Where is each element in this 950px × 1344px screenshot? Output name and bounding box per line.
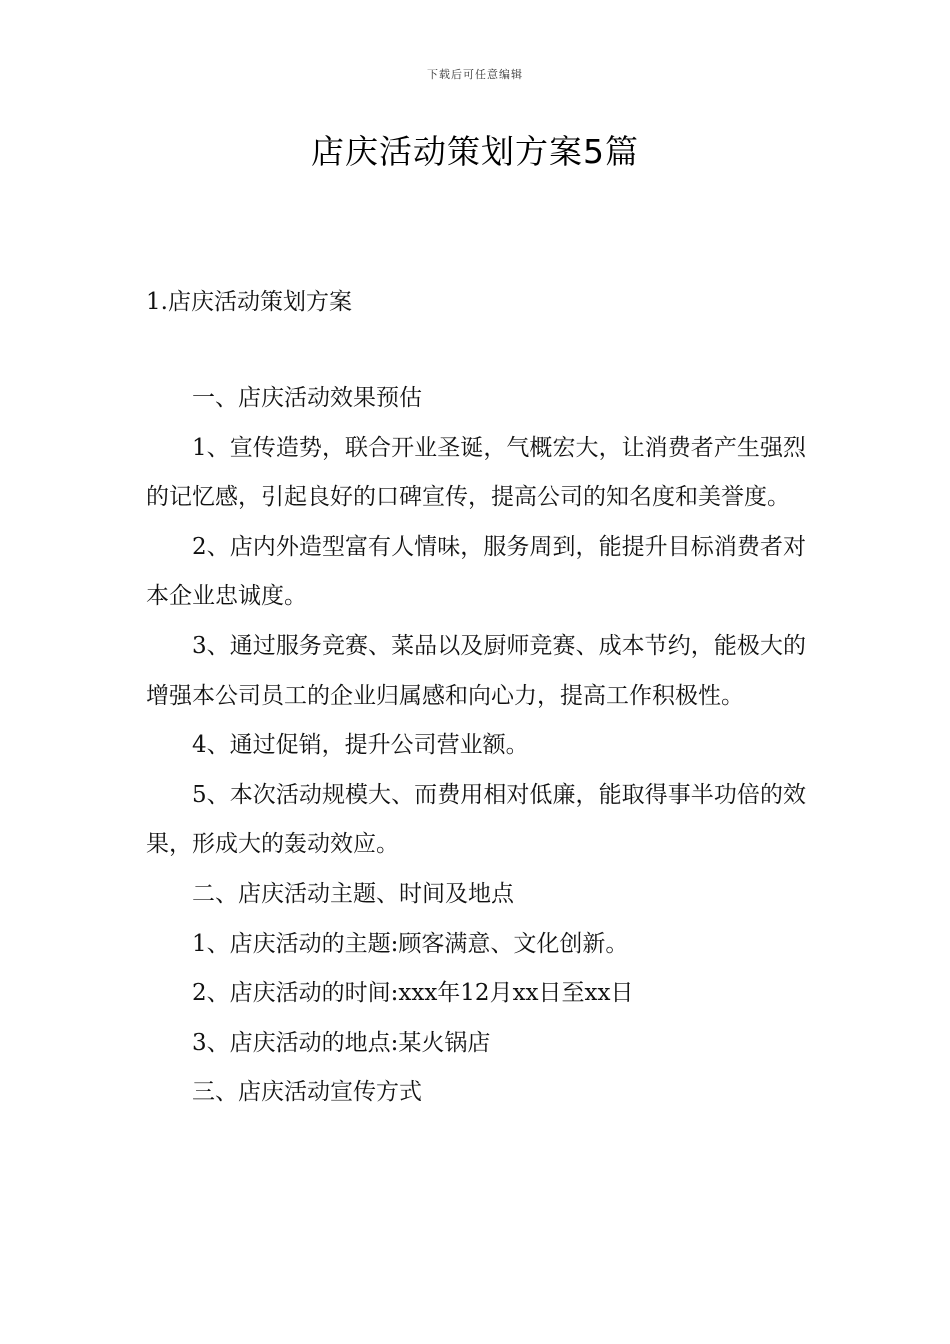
document-title: 店庆活动策划方案5篇 — [311, 132, 639, 171]
section-title: 1.店庆活动策划方案 — [146, 289, 352, 315]
paragraph-effect-2: 2、店内外造型富有人情味，服务周到，能提升目标消费者对本企业忠诚度。 — [146, 533, 806, 610]
paragraph-effect-3: 3、通过服务竞赛、菜品以及厨师竞赛、成本节约，能极大的增强本公司员工的企业归属感和向心力，提高工作积极性。 — [146, 632, 806, 709]
paragraph-effect-1: 1、宣传造势，联合开业圣诞，气概宏大，让消费者产生强烈的记忆感，引起良好的口碑宣传，提高公司的知名度和美誉度。 — [146, 434, 806, 511]
header-note: 下载后可任意编辑 — [427, 68, 523, 81]
paragraph-theme: 1、店庆活动的主题:顾客满意、文化创新。 — [192, 930, 629, 957]
heading-theme-time-place: 二、店庆活动主题、时间及地点 — [192, 880, 514, 907]
document-body — [146, 374, 806, 1118]
paragraph-effect-5: 5、本次活动规模大、而费用相对低廉，能取得事半功倍的效果，形成大的轰动效应。 — [146, 781, 806, 858]
paragraph-time: 2、店庆活动的时间:xxx年12月xx日至xx日 — [192, 980, 634, 1007]
heading-promotion-methods: 三、店庆活动宣传方式 — [192, 1079, 422, 1106]
paragraph-effect-4: 4、通过促销，提升公司营业额。 — [192, 732, 529, 759]
heading-effect-estimate: 一、店庆活动效果预估 — [192, 385, 422, 411]
paragraph-place: 3、店庆活动的地点:某火锅店 — [192, 1029, 491, 1056]
